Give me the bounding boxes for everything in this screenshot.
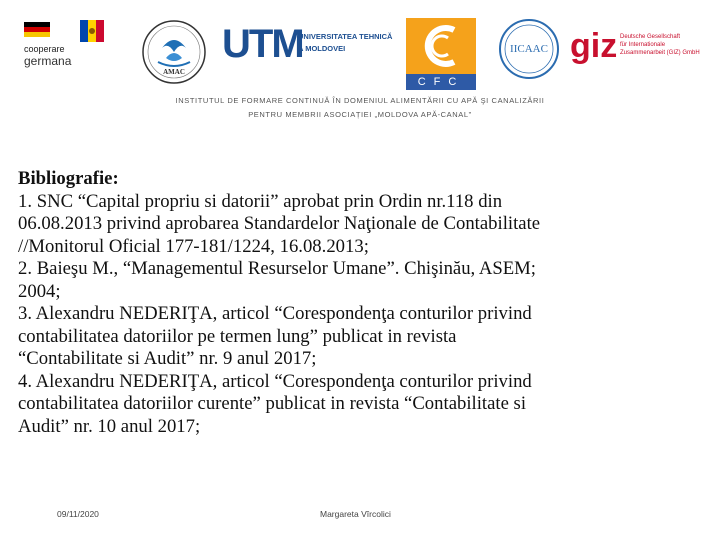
bibliography-heading: Bibliografie: — [18, 168, 119, 189]
bibliography-line: 3. Alexandru NEDERIŢA, articol “Corespondenţa conturilor privind — [18, 303, 532, 324]
cooperare-line1: cooperare — [24, 44, 65, 54]
institute-header-line2: PENTRU MEMBRII ASOCIAȚIEI „MOLDOVA APĂ-CANAL” — [248, 110, 472, 119]
bibliography-line: //Monitorul Oficial 177-181/1224, 16.08.2013; — [18, 235, 369, 257]
utm-mark: UTM — [222, 22, 303, 66]
utm-logo — [222, 18, 393, 80]
iicaac-label: IICAAC — [510, 43, 548, 55]
institute-header-line1: INSTITUTUL DE FORMARE CONTINUĂ ÎN DOMENIUL ALIMENTĂRII CU APĂ ŞI CANALIZĂRII — [175, 96, 545, 105]
bibliography-section — [18, 168, 708, 438]
partner-logos-strip — [0, 10, 720, 88]
giz-line2: für Internationale — [620, 42, 666, 48]
bibliography-line: 06.08.2013 privind aprobarea Standardelor Naţionale de Contabilitate — [18, 213, 541, 234]
cooperare-line2: germana — [24, 54, 72, 68]
giz-line1: Deutsche Gesellschaft — [620, 34, 681, 40]
footer-author: Margareta Vîrcolici — [320, 509, 391, 519]
cooperare-germana-logo — [18, 18, 110, 80]
utm-line1: UNIVERSITATEA TEHNICĂ — [298, 32, 393, 41]
utm-line2: A MOLDOVEI — [298, 44, 346, 53]
giz-line3: Zusammenarbeit (GIZ) GmbH — [620, 50, 700, 56]
footer-date: 09/11/2020 — [57, 509, 99, 519]
bibliography-line: contabilitatea datoriilor curente” publicat in revista “Contabilitate si — [18, 393, 527, 414]
bibliography-line: contabilitatea datoriilor pe termen lung” publicat in revista — [18, 325, 457, 347]
amac-label: AMAC — [163, 68, 185, 76]
amac-logo — [140, 18, 208, 86]
bibliography-line: 4. Alexandru NEDERIŢA, articol “Corespondenţa conturilor privind — [18, 370, 532, 392]
cfc-label: CFC — [417, 76, 465, 88]
iicaac-logo — [498, 18, 560, 80]
institute-header — [0, 94, 720, 122]
giz-logo — [570, 18, 718, 80]
bibliography-line: 2. Baieşu M., “Managementul Resurselor Umane”. Chişinău, ASEM; — [18, 258, 536, 279]
bibliography-line: “Contabilitate si Audit” nr. 9 anul 2017; — [18, 348, 317, 369]
bibliography-line: 2004; — [18, 280, 61, 302]
bibliography-line: Audit” nr. 10 anul 2017; — [18, 415, 201, 437]
giz-mark: giz — [570, 27, 618, 65]
cfc-logo — [406, 18, 476, 90]
bibliography-line: 1. SNC “Capital propriu si datorii” aprobat prin Ordin nr.118 din — [18, 190, 503, 212]
